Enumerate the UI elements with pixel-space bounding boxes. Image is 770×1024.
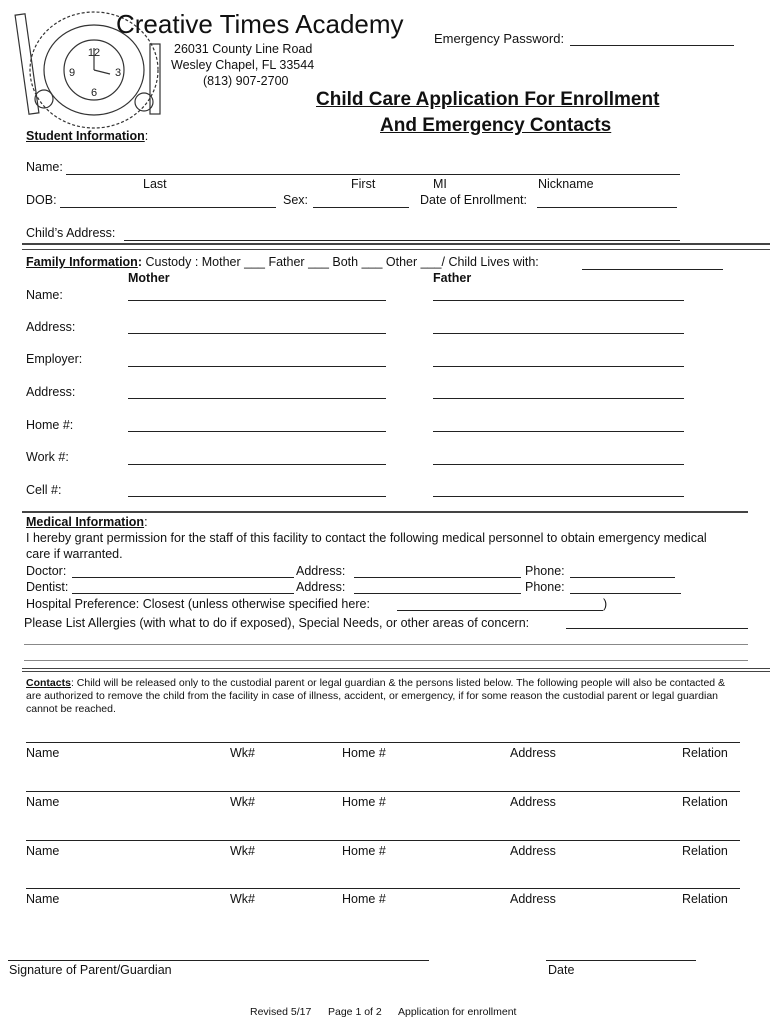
svg-text:6: 6 [90, 87, 98, 99]
doctor-phone-label: Phone: [525, 564, 565, 578]
sex-label: Sex: [283, 193, 309, 207]
family-row-label-work: Work #: [26, 450, 69, 464]
father-home-phone-field[interactable] [433, 431, 684, 432]
contact-row-1-name-label: Name [26, 746, 60, 760]
mother-home-phone-field[interactable] [128, 431, 386, 432]
mother-address-field[interactable] [128, 333, 386, 334]
contact-row-3-line[interactable] [26, 840, 740, 841]
mother-employer-field[interactable] [128, 366, 386, 367]
contact-row-3-wk-label: Wk# [230, 844, 255, 858]
custody-text: Custody : Mother ___ Father ___ Both ___ Other ___/ Child Lives with: [145, 255, 539, 269]
footer-page-number: Page 1 of 2 [328, 1006, 382, 1018]
contact-row-2-line[interactable] [26, 791, 740, 792]
page-title-line1: Child Care Application For Enrollment [316, 89, 660, 110]
contact-row-4-line[interactable] [26, 888, 740, 889]
father-address-field[interactable] [433, 333, 684, 334]
family-row-label-cell: Cell #: [26, 483, 62, 497]
contact-row-4-name-label: Name [26, 892, 60, 906]
student-name-label: Name: [26, 160, 63, 174]
contact-row-2-name-label: Name [26, 795, 60, 809]
contact-row-4-home-label: Home # [342, 892, 386, 906]
contact-row-2-wk-label: Wk# [230, 795, 255, 809]
doctor-label: Doctor: [26, 564, 67, 578]
allergies-field-line3[interactable] [24, 660, 748, 661]
father-employer-field[interactable] [433, 366, 684, 367]
mother-employer-address-field[interactable] [128, 398, 386, 399]
contact-row-2-address-label: Address [510, 795, 556, 809]
contact-row-3-name-label: Name [26, 844, 60, 858]
student-name-sub-last: Last [143, 177, 167, 191]
enrollment-date-label: Date of Enrollment: [420, 193, 527, 207]
father-name-field[interactable] [433, 300, 684, 301]
section-divider [22, 249, 770, 250]
father-employer-address-field[interactable] [433, 398, 684, 399]
medical-section-heading: Medical Information: [26, 515, 148, 529]
section-divider [22, 668, 770, 669]
medical-permission-line1: I hereby grant permission for the staff of this facility to contact the following medical personnel to obtain emergency medical [26, 531, 707, 545]
dob-field[interactable] [60, 207, 276, 208]
family-row-label-employer-address: Address: [26, 385, 76, 399]
signature-field[interactable] [8, 960, 429, 961]
student-name-sub-mi: MI [433, 177, 447, 191]
family-row-label-employer: Employer: [26, 352, 83, 366]
mother-column-header: Mother [128, 271, 170, 285]
doctor-field[interactable] [72, 577, 294, 578]
student-name-field[interactable] [66, 174, 680, 175]
father-work-phone-field[interactable] [433, 464, 684, 465]
contact-row-1-wk-label: Wk# [230, 746, 255, 760]
contact-row-1-relation-label: Relation [682, 746, 728, 760]
emergency-password-field[interactable] [570, 45, 734, 46]
family-info-row: Family Information: Custody : Mother ___ Father ___ Both ___ Other ___/ Child Lives with: [26, 255, 539, 269]
doctor-address-label: Address: [296, 564, 346, 578]
allergies-label: Please List Allergies (with what to do if exposed), Special Needs, or other areas of concern: [24, 616, 530, 630]
contact-row-4-address-label: Address [510, 892, 556, 906]
section-divider [22, 671, 770, 672]
allergies-field-line2[interactable] [24, 644, 748, 645]
child-address-label: Child’s Address: [26, 226, 116, 240]
svg-text:9: 9 [68, 67, 76, 79]
date-label: Date [548, 963, 575, 977]
sex-field[interactable] [313, 207, 409, 208]
dentist-phone-label: Phone: [525, 580, 565, 594]
doctor-phone-field[interactable] [570, 577, 675, 578]
doctor-address-field[interactable] [354, 577, 521, 578]
medical-section-label: Medical Information [26, 515, 145, 529]
student-section-label: Student Information [26, 129, 145, 143]
dentist-phone-field[interactable] [570, 593, 681, 594]
contact-row-2-relation-label: Relation [682, 795, 728, 809]
student-section-heading: Student Information: [26, 129, 149, 143]
student-name-sub-first: First [351, 177, 376, 191]
svg-text:3: 3 [114, 67, 122, 79]
father-column-header: Father [433, 271, 472, 285]
section-divider [22, 511, 748, 513]
footer-doc-name: Application for enrollment [398, 1006, 517, 1018]
dentist-label: Dentist: [26, 580, 69, 594]
contact-row-2-home-label: Home # [342, 795, 386, 809]
page-title-line2: And Emergency Contacts [380, 115, 612, 136]
mother-cell-phone-field[interactable] [128, 496, 386, 497]
footer-revised: Revised 5/17 [250, 1006, 312, 1018]
enrollment-date-field[interactable] [537, 207, 677, 208]
family-section-label: Family Information [26, 255, 138, 269]
school-name: Creative Times Academy [116, 9, 404, 39]
emergency-password-label: Emergency Password: [434, 31, 565, 46]
contacts-note-line2: are authorized to remove the child from the facility in case of illness, accident, or emergency, if for some reason the custodial parent or legal guardian [26, 690, 718, 702]
child-lives-with-field[interactable] [582, 269, 723, 270]
family-row-label-address: Address: [26, 320, 76, 334]
hospital-preference-label: Hospital Preference: Closest (unless otherwise specified here: [26, 597, 370, 611]
svg-text:12: 12 [87, 47, 101, 59]
allergies-field-line1[interactable] [566, 628, 748, 629]
contact-row-3-address-label: Address [510, 844, 556, 858]
medical-permission-line2: care if warranted. [26, 547, 123, 561]
contact-row-1-home-label: Home # [342, 746, 386, 760]
contact-row-4-wk-label: Wk# [230, 892, 255, 906]
mother-name-field[interactable] [128, 300, 386, 301]
mother-work-phone-field[interactable] [128, 464, 386, 465]
dentist-address-label: Address: [296, 580, 346, 594]
school-phone: (813) 907-2700 [203, 74, 289, 88]
student-name-sub-nickname: Nickname [538, 177, 594, 191]
school-address-line1: 26031 County Line Road [174, 42, 313, 56]
contacts-section-label: Contacts [26, 677, 71, 689]
section-divider [22, 243, 770, 245]
contacts-note-line3: cannot be reached. [26, 703, 116, 715]
family-row-label-name: Name: [26, 288, 63, 302]
contact-row-1-address-label: Address [510, 746, 556, 760]
signature-label: Signature of Parent/Guardian [9, 963, 172, 977]
child-address-field[interactable] [124, 240, 680, 241]
dentist-field[interactable] [72, 593, 294, 594]
school-address-line2: Wesley Chapel, FL 33544 [171, 58, 315, 72]
contacts-note-line1: Contacts: Child will be released only to the custodial parent or legal guardian & the persons listed below. The following people will also be contacted & [26, 677, 726, 689]
contact-row-4-relation-label: Relation [682, 892, 728, 906]
dentist-address-field[interactable] [354, 593, 521, 594]
hospital-preference-field[interactable] [397, 610, 603, 611]
contact-row-3-relation-label: Relation [682, 844, 728, 858]
date-field[interactable] [546, 960, 696, 961]
contact-row-3-home-label: Home # [342, 844, 386, 858]
father-cell-phone-field[interactable] [433, 496, 684, 497]
hospital-close-paren: ) [603, 597, 608, 611]
family-row-label-home: Home #: [26, 418, 74, 432]
dob-label: DOB: [26, 193, 57, 207]
contact-row-1-line[interactable] [26, 742, 740, 743]
